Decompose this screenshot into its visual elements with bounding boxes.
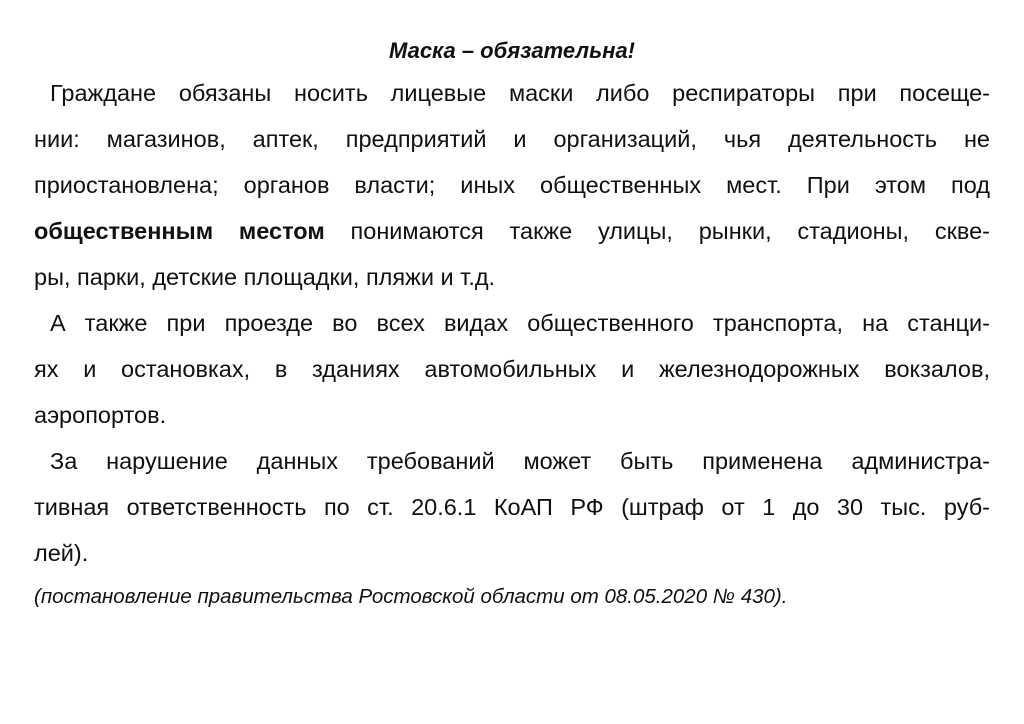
paragraph-line-rest: понимаются также улицы, рынки, стадионы, скве- — [324, 218, 990, 244]
paragraph-line: нии: магазинов, аптек, предприятий и организаций, чья деятельность не — [34, 126, 990, 152]
paragraph-line: лей). — [34, 540, 89, 566]
paragraph-transport — [34, 300, 990, 438]
paragraph-line: За нарушение данных требований может быть применена администра- — [50, 448, 990, 474]
paragraph-line: тивная ответственность по ст. 20.6.1 КоАП РФ (штраф от 1 до 30 тыс. руб- — [34, 494, 990, 520]
paragraph-line: Граждане обязаны носить лицевые маски либо респираторы при посеще- — [50, 80, 990, 106]
paragraph-line: А также при проезде во всех видах общественного транспорта, на станци- — [50, 310, 990, 336]
paragraph-line — [34, 208, 990, 254]
source-citation: (постановление правительства Ростовской области от 08.05.2020 № 430). — [34, 585, 788, 608]
bold-term: общественным местом — [34, 218, 325, 244]
paragraph-line: ях и остановках, в зданиях автомобильных и железнодорожных вокзалов, — [34, 356, 990, 382]
paragraph-line: приостановлена; органов власти; иных общественных мест. При этом под — [34, 172, 990, 198]
paragraph-line: ры, парки, детские площадки, пляжи и т.д. — [34, 264, 496, 290]
paragraph-line: аэропортов. — [34, 402, 167, 428]
paragraph-liability — [34, 438, 990, 576]
paragraph-mask-requirement — [34, 70, 990, 300]
page-title: Маска – обязательна! — [388, 38, 636, 63]
document-page — [34, 30, 990, 612]
